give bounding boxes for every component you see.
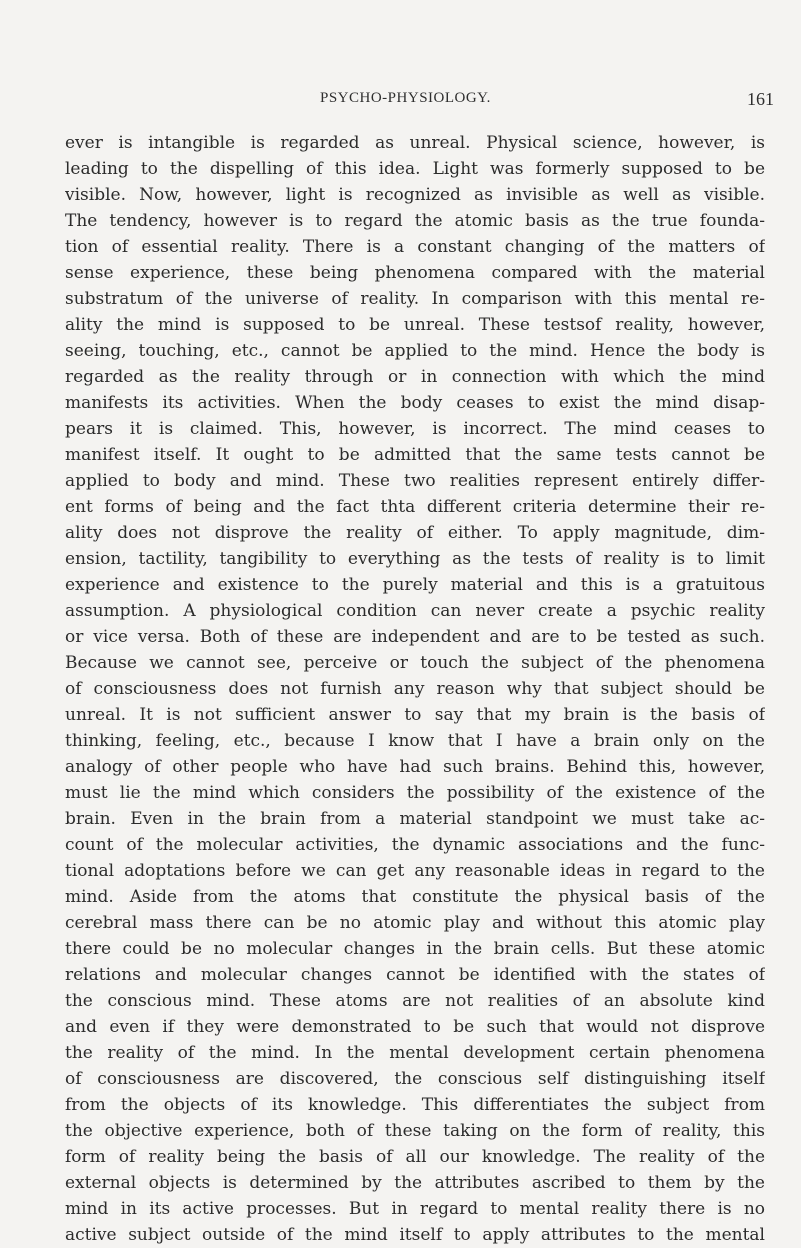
text-line: from the objects of its knowledge. This differentiates the subject from — [65, 1095, 765, 1115]
text-line: visible. Now, however, light is recognized as invisible as well as visible. — [65, 185, 765, 205]
text-line: experience and existence to the purely material and this is a gratuitous — [65, 575, 765, 595]
text-line: Because we cannot see, perceive or touch the subject of the phenomena — [65, 653, 765, 673]
text-line: leading to the dispelling of this idea. Light was formerly supposed to be — [65, 159, 765, 179]
text-line: relations and molecular changes cannot be identified with the states of — [65, 965, 765, 985]
text-line: mind. Aside from the atoms that constitute the physical basis of the — [65, 887, 765, 907]
text-line: The tendency, however is to regard the atomic basis as the true founda- — [65, 211, 765, 231]
text-line: of consciousness are discovered, the conscious self distinguishing itself — [65, 1069, 765, 1089]
text-line: active subject outside of the mind itself to apply attributes to the mental — [65, 1225, 765, 1245]
text-line: assumption. A physiological condition can never create a psychic reality — [65, 601, 765, 621]
text-line: of consciousness does not furnish any reason why that subject should be — [65, 679, 765, 699]
text-line: the conscious mind. These atoms are not realities of an absolute kind — [65, 991, 765, 1011]
text-line: thinking, feeling, etc., because I know that I have a brain only on the — [65, 731, 765, 751]
text-line: ent forms of being and the fact thta different criteria determine their re- — [65, 497, 765, 517]
text-line: and even if they were demonstrated to be such that would not disprove — [65, 1017, 765, 1037]
text-line: analogy of other people who have had such brains. Behind this, however, — [65, 757, 765, 777]
text-line: cerebral mass there can be no atomic play and without this atomic play — [65, 913, 765, 933]
text-line: regarded as the reality through or in connection with which the mind — [65, 367, 765, 387]
text-line: ever is intangible is regarded as unreal. Physical science, however, is — [65, 133, 765, 153]
text-line: count of the molecular activities, the dynamic associations and the func- — [65, 835, 765, 855]
running-head: PSYCHO-PHYSIOLOGY. — [320, 90, 491, 106]
page-number: 161 — [747, 89, 774, 109]
text-line: tion of essential reality. There is a constant changing of the matters of — [65, 237, 765, 257]
text-line: unreal. It is not sufficient answer to say that my brain is the basis of — [65, 705, 765, 725]
body-text — [65, 130, 765, 1248]
text-line: manifests its activities. When the body ceases to exist the mind disap- — [65, 393, 765, 413]
text-line: there could be no molecular changes in the brain cells. But these atomic — [65, 939, 765, 959]
text-line: or vice versa. Both of these are independent and are to be tested as such. — [65, 627, 765, 647]
text-line: manifest itself. It ought to be admitted that the same tests cannot be — [65, 445, 765, 465]
text-line: mind in its active processes. But in regard to mental reality there is no — [65, 1199, 765, 1219]
text-line: substratum of the universe of reality. In comparison with this mental re- — [65, 289, 765, 309]
text-line: pears it is claimed. This, however, is incorrect. The mind ceases to — [65, 419, 765, 439]
text-line: the objective experience, both of these taking on the form of reality, this — [65, 1121, 765, 1141]
text-line: must lie the mind which considers the possibility of the existence of the — [65, 783, 765, 803]
text-line: form of reality being the basis of all our knowledge. The reality of the — [65, 1147, 765, 1167]
text-line: tional adoptations before we can get any reasonable ideas in regard to the — [65, 861, 765, 881]
text-line: sense experience, these being phenomena compared with the material — [65, 263, 765, 283]
text-line: seeing, touching, etc., cannot be applied to the mind. Hence the body is — [65, 341, 765, 361]
text-line: external objects is determined by the attributes ascribed to them by the — [65, 1173, 765, 1193]
text-line: ension, tactility, tangibility to everything as the tests of reality is to limit — [65, 549, 765, 569]
text-line: brain. Even in the brain from a material standpoint we must take ac- — [65, 809, 765, 829]
text-line: ality the mind is supposed to be unreal. These testsof reality, however, — [65, 315, 765, 335]
text-line: ality does not disprove the reality of either. To apply magnitude, dim- — [65, 523, 765, 543]
text-line: the reality of the mind. In the mental development certain phenomena — [65, 1043, 765, 1063]
text-line: applied to body and mind. These two realities represent entirely differ- — [65, 471, 765, 491]
